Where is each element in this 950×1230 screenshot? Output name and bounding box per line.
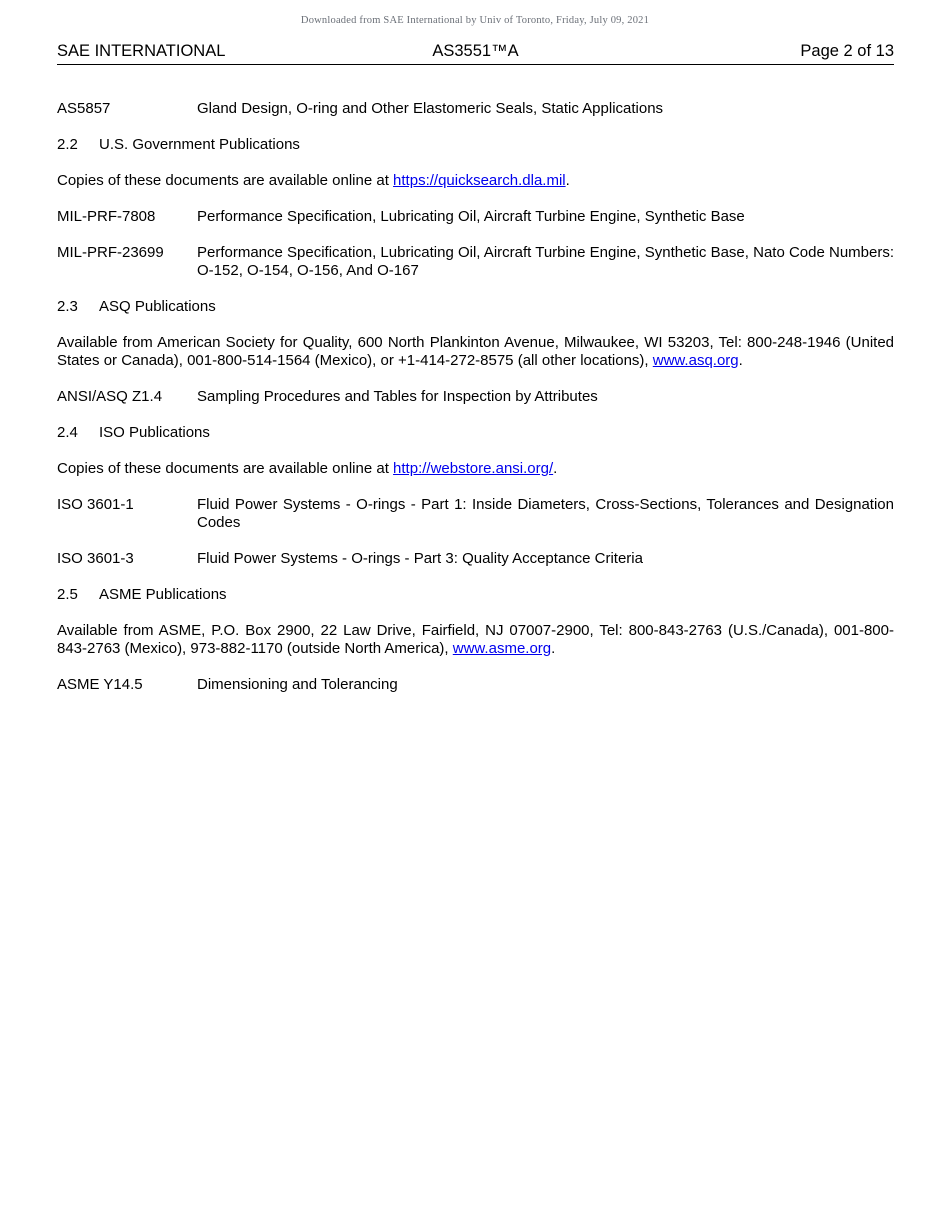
paragraph-text: Available from ASME, P.O. Box 2900, 22 Law Drive, Fairfield, NJ 07007-2900, Tel: 800-843-2763 (U.S./Canada), 001-800-843-2763 (Mexico), 973-882-1170 (outside North America),	[57, 622, 894, 657]
reference-term: MIL-PRF-23699	[57, 244, 164, 262]
document-body	[57, 65, 894, 693]
reference-definition: Fluid Power Systems - O-rings - Part 3: Quality Acceptance Criteria	[197, 549, 643, 567]
section-number: 2.5	[57, 585, 78, 603]
paragraph-text: .	[738, 351, 743, 369]
page-header	[57, 0, 894, 65]
section-number: 2.3	[57, 298, 78, 316]
reference-definition: Performance Specification, Lubricating Oil, Aircraft Turbine Engine, Synthetic Base, Nato Code Numbers: O-152, O-154, O-156, And O-167	[197, 244, 895, 279]
paragraph-asme-availability	[57, 622, 894, 657]
paragraph-text: .	[553, 460, 558, 478]
reference-definition: Gland Design, O-ring and Other Elastomeric Seals, Static Applications	[197, 100, 664, 117]
reference-term: MIL-PRF-7808	[57, 208, 156, 226]
link-quicksearch-dla[interactable]: https://quicksearch.dla.mil	[393, 172, 566, 190]
reference-term: ISO 3601-1	[57, 496, 134, 514]
reference-term: ANSI/ASQ Z1.4	[57, 387, 163, 405]
section-title: ISO Publications	[99, 423, 210, 441]
paragraph-text: Available from American Society for Quality, 600 North Plankinton Avenue, Milwaukee, WI 53203, Tel: 800-248-1946 (United States or Canada), 001-800-514-1564 (Mexico), or +1-414-272-8575 (all other locations),	[57, 334, 894, 369]
section-number: 2.4	[57, 423, 78, 441]
section-title: ASQ Publications	[99, 298, 216, 316]
section-heading-2-3	[57, 298, 894, 316]
paragraph-asq-availability	[57, 334, 894, 369]
section-heading-2-2	[57, 136, 894, 154]
reference-entry-ansi-asq-z1-4	[57, 388, 894, 406]
reference-entry-mil-prf-23699	[57, 244, 894, 279]
reference-entry-as5857	[57, 100, 894, 118]
reference-term: ISO 3601-3	[57, 549, 134, 567]
reference-term: ASME Y14.5	[57, 675, 143, 693]
paragraph-text: Copies of these documents are available online at	[57, 460, 394, 478]
reference-term: AS5857	[57, 100, 111, 117]
reference-entry-asme-y14-5	[57, 676, 894, 694]
link-asme-org[interactable]: www.asme.org	[452, 639, 552, 657]
reference-definition: Sampling Procedures and Tables for Inspection by Attributes	[197, 387, 598, 405]
header-page-number: Page 2 of 13	[800, 42, 894, 60]
section-heading-2-5	[57, 586, 894, 604]
reference-definition: Performance Specification, Lubricating Oil, Aircraft Turbine Engine, Synthetic Base	[197, 208, 745, 226]
reference-entry-mil-prf-7808	[57, 208, 894, 226]
reference-entry-iso-3601-3	[57, 550, 894, 568]
reference-entry-iso-3601-1	[57, 496, 894, 531]
download-watermark: Downloaded from SAE International by Univ of Toronto, Friday, July 09, 2021	[300, 15, 650, 26]
header-org-name: SAE INTERNATIONAL	[57, 42, 226, 60]
section-title: U.S. Government Publications	[99, 136, 300, 154]
paragraph-iso-copies	[57, 460, 894, 478]
section-heading-2-4	[57, 424, 894, 442]
paragraph-text: .	[551, 639, 556, 657]
link-webstore-ansi[interactable]: http://webstore.ansi.org/	[393, 460, 554, 478]
reference-definition: Fluid Power Systems - O-rings - Part 1: Inside Diameters, Cross-Sections, Tolerances and Designation Codes	[197, 496, 894, 531]
reference-definition: Dimensioning and Tolerancing	[197, 675, 398, 693]
paragraph-text: .	[565, 172, 570, 190]
paragraph-gov-copies	[57, 172, 894, 190]
section-number: 2.2	[57, 136, 78, 154]
header-document-number: AS3551™A	[432, 42, 519, 60]
paragraph-text: Copies of these documents are available online at	[57, 172, 394, 190]
section-title: ASME Publications	[99, 585, 227, 603]
link-asq-org[interactable]: www.asq.org	[652, 351, 739, 369]
